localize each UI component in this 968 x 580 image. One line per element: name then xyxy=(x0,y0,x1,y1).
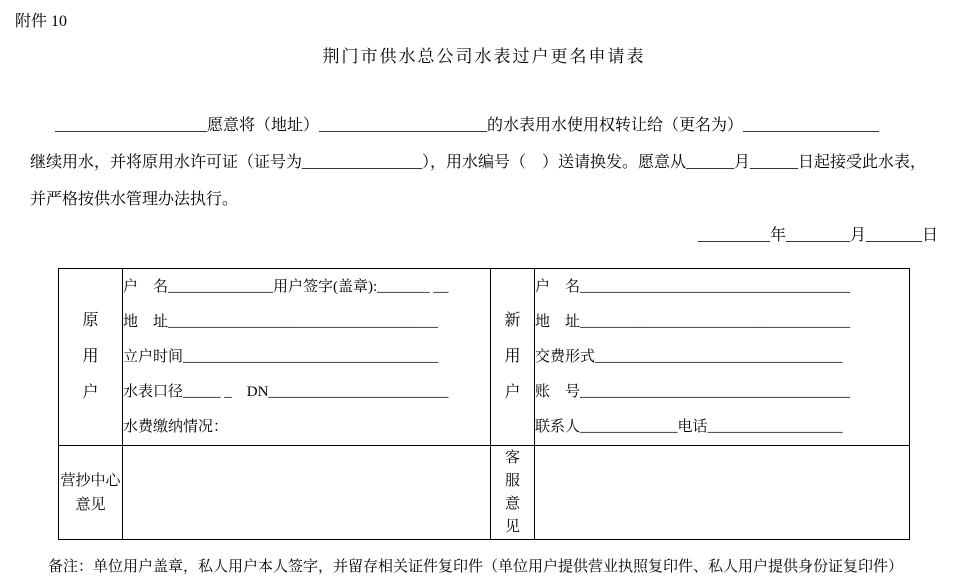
paragraph-line-2: 继续用水，并将原用水许可证（证号为_______________），用水编号（ ）送请换发。愿意从______月______日起接受此水表， xyxy=(30,154,927,171)
original-user-payment-status-line: 水费缴纳情况： xyxy=(123,418,229,435)
paragraph-line-1: ___________________愿意将（地址）_____________________的水表用水使用权转让给（更名为）_________________ xyxy=(55,117,880,134)
new-user-header xyxy=(491,269,535,446)
customer-service-header-char: 意 xyxy=(504,495,520,512)
reading-center-opinion-label: 意见 xyxy=(75,496,106,513)
customer-service-header-char: 见 xyxy=(504,518,520,535)
original-user-account-open-date-line: 立户时间__________________________________ xyxy=(123,348,439,365)
attachment-label: 附件 10 xyxy=(15,13,68,30)
reading-center-opinion-label: 营抄中心 xyxy=(60,472,121,489)
customer-service-header-char: 服 xyxy=(504,472,520,489)
note-line: 备注：单位用户盖章，私人用户本人签字，并留存相关证件复印件（单位用户提供营业执照复印件、私人用户提供身份证复印件） xyxy=(48,559,904,575)
original-user-meter-diameter-line: 水表口径_____ _ DN________________________ xyxy=(123,383,449,400)
customer-service-header-char: 客 xyxy=(504,449,520,466)
reading-center-opinion-header xyxy=(59,446,123,540)
customer-service-opinion-cell xyxy=(535,446,910,540)
new-user-contact-phone-line: 联系人_____________电话__________________ xyxy=(535,418,843,435)
original-user-address-line: 地 址____________________________________ xyxy=(123,313,439,330)
original-user-name-line: 户 名______________用户签字(盖章):_______ __ xyxy=(123,278,449,295)
new-user-fields-cell xyxy=(535,269,910,446)
application-paragraph xyxy=(30,107,942,218)
original-user-header-char: 原 xyxy=(82,312,99,329)
original-user-fields-cell xyxy=(123,269,491,446)
new-user-header-char: 用 xyxy=(504,348,521,365)
new-user-header-char: 新 xyxy=(504,312,521,329)
new-user-header-char: 户 xyxy=(504,384,521,401)
original-user-header-char: 户 xyxy=(82,384,99,401)
page-title: 荆门市供水总公司水表过户更名申请表 xyxy=(322,47,646,66)
new-user-payment-method-line: 交费形式_________________________________ xyxy=(535,348,843,365)
application-table xyxy=(58,268,910,540)
new-user-account-number-line: 账 号____________________________________ xyxy=(535,383,851,400)
new-user-address-line: 地 址____________________________________ xyxy=(535,313,851,330)
reading-center-opinion-cell xyxy=(123,446,491,540)
date-line: _________年________月_______日 xyxy=(697,227,938,244)
customer-service-opinion-header xyxy=(491,446,535,540)
new-user-name-line: 户 名____________________________________ xyxy=(535,278,851,295)
original-user-header-char: 用 xyxy=(82,348,99,365)
paragraph-line-3: 并严格按供水管理办法执行。 xyxy=(30,191,239,208)
original-user-header xyxy=(59,269,123,446)
